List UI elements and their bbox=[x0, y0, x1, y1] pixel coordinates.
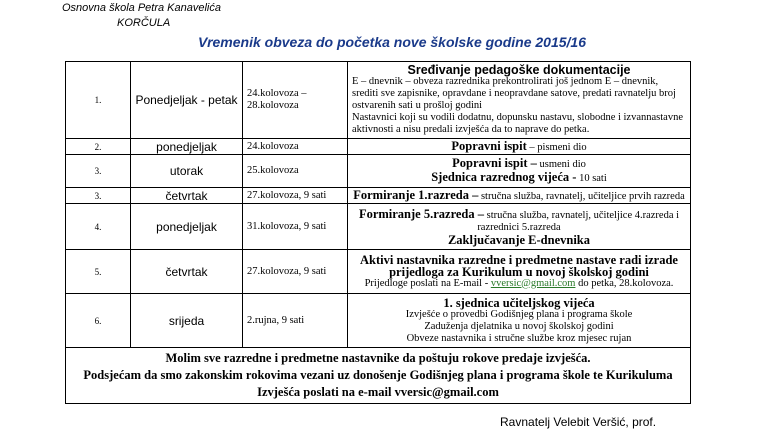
table-row bbox=[66, 204, 691, 250]
signature: Ravnatelj Velebit Veršić, prof. bbox=[500, 415, 657, 429]
row-days: ponedjeljak bbox=[131, 204, 243, 250]
row-days: četvrtak bbox=[131, 250, 243, 294]
page-title: Vremenik obveza do početka nove školske godine 2015/16 bbox=[197, 34, 587, 50]
row-heading: 1. sjednica učiteljskog vijeća bbox=[443, 295, 595, 310]
row-days: ponedjeljak bbox=[131, 139, 243, 155]
row-text: Nastavnici koji su vodili dodatnu, dopunsku nastavu, slobodne i izvannastavne aktivnosti a nisu predali izvješća da to naprave do petka. bbox=[352, 112, 683, 135]
row-date: 27.kolovoza, 9 sati bbox=[243, 188, 348, 204]
row-line bbox=[352, 208, 686, 234]
row-text: Izvješće o provedbi Godišnjeg plana i programa škole bbox=[405, 308, 633, 320]
row-content bbox=[348, 62, 691, 139]
row-content bbox=[348, 204, 691, 250]
row-heading: Sređivanje pedagoške dokumentacije bbox=[407, 63, 631, 77]
row-text: E – dnevnik – obveza razrednika prekontrolirati još jednom E – dnevnik, srediti sve zapisnike, opravdane i neopravdane satove, predati ravnatelju broj ostvarenih sati u prošloj godini bbox=[352, 76, 676, 111]
row-heading: Aktivi nastavnika razredne i predmetne nastave radi izrade prijedloga za Kurikulum u novoj školskoj godini bbox=[360, 252, 678, 279]
row-heading: Formiranje 1.razreda – bbox=[353, 187, 479, 202]
table-row bbox=[66, 139, 691, 155]
row-date: 27.kolovoza, 9 sati bbox=[243, 250, 348, 294]
school-name: Osnovna škola Petra Kanavelića bbox=[62, 2, 221, 14]
row-heading: Popravni ispit – bbox=[452, 156, 537, 170]
table-row bbox=[66, 188, 691, 204]
row-date: 31.kolovoza, 9 sati bbox=[243, 204, 348, 250]
row-line bbox=[352, 278, 686, 290]
row-content bbox=[348, 250, 691, 294]
row-days: utorak bbox=[131, 155, 243, 188]
footer-line: Izvješća poslati na e-mail vversic@gmail.com bbox=[257, 385, 499, 399]
row-text: stručna služba, ravnatelj, učiteljice prvih razreda bbox=[478, 190, 685, 202]
row-text: Obveze nastavnika i stručne službe kroz mjesec rujan bbox=[406, 332, 632, 344]
row-heading: Sjednica razrednog vijeća - bbox=[431, 170, 577, 184]
row-content bbox=[348, 294, 691, 348]
row-content bbox=[348, 155, 691, 188]
row-text: stručna služba, ravnatelj, učiteljice 4.razreda i razrednici 5.razreda bbox=[477, 209, 680, 233]
row-days: Ponedjeljak - petak bbox=[131, 62, 243, 139]
row-text: usmeni dio bbox=[536, 159, 586, 170]
row-text: Prijedloge poslati na E-mail - bbox=[364, 277, 491, 289]
footer-line: Molim sve razredne i predmetne nastavnike da poštuju rokove predaje izvješća. bbox=[165, 351, 591, 365]
row-days: četvrtak bbox=[131, 188, 243, 204]
row-number: 1. bbox=[66, 62, 131, 139]
table-row bbox=[66, 250, 691, 294]
footer-row bbox=[66, 348, 691, 404]
row-text: do petka, 28.kolovoza. bbox=[575, 277, 674, 289]
table-row bbox=[66, 155, 691, 188]
row-number: 5. bbox=[66, 250, 131, 294]
table-row bbox=[66, 62, 691, 139]
table-row bbox=[66, 294, 691, 348]
row-number: 3. bbox=[66, 188, 131, 204]
row-heading: Popravni ispit bbox=[451, 138, 527, 153]
row-text: 10 sati bbox=[576, 173, 607, 184]
row-heading: Zaključavanje E-dnevnika bbox=[447, 232, 591, 247]
row-days: srijeda bbox=[131, 294, 243, 348]
row-text: Zaduženja djelatnika u novoj školskoj godini bbox=[424, 320, 614, 332]
row-content bbox=[348, 188, 691, 204]
footer-note bbox=[66, 348, 691, 404]
footer-line: Podsjećam da smo zakonskim rokovima vezani uz donošenje Godišnjeg plana i programa škole te Kurikuluma bbox=[83, 368, 673, 382]
city-name: KORČULA bbox=[117, 17, 171, 29]
row-content bbox=[348, 139, 691, 155]
row-heading: Formiranje 5.razreda – bbox=[358, 206, 485, 221]
email-link[interactable]: vversic@gmail.com bbox=[490, 277, 576, 289]
row-line bbox=[352, 171, 686, 185]
row-number: 6. bbox=[66, 294, 131, 348]
row-number: 3. bbox=[66, 155, 131, 188]
row-date: 24.kolovoza bbox=[243, 139, 348, 155]
row-date: 24.kolovoza – 28.kolovoza bbox=[243, 62, 348, 139]
row-number: 4. bbox=[66, 204, 131, 250]
row-line bbox=[352, 157, 686, 171]
row-text: – pismeni dio bbox=[526, 141, 587, 153]
schedule-table bbox=[65, 61, 691, 404]
row-date: 25.kolovoza bbox=[243, 155, 348, 188]
row-number: 2. bbox=[66, 139, 131, 155]
row-date: 2.rujna, 9 sati bbox=[243, 294, 348, 348]
